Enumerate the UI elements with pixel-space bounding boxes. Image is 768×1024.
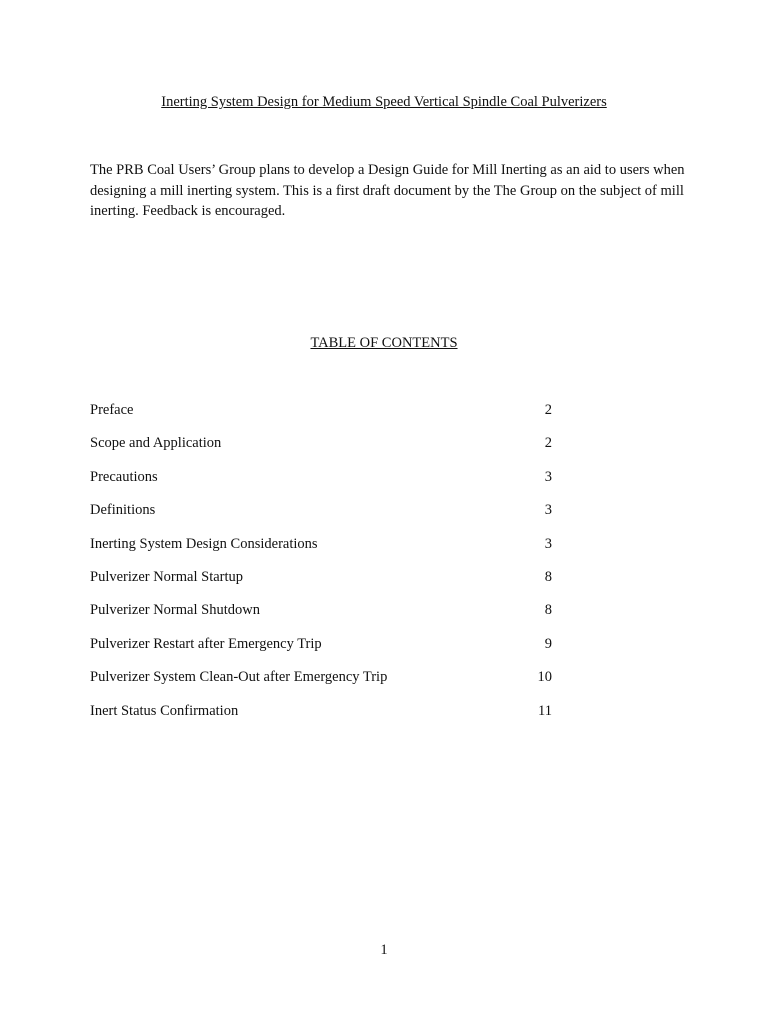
intro-paragraph: The PRB Coal Users’ Group plans to develop a Design Guide for Mill Inerting as an aid to users when designing a mill inerting system. This is a first draft document by the The Group on the subject of mill inerting. Feedback is encouraged. xyxy=(90,162,685,219)
toc-entry-page: 8 xyxy=(544,602,552,619)
toc-entry-clean-out-after-trip xyxy=(90,667,552,700)
toc-entry-title: Pulverizer Normal Startup xyxy=(90,568,244,585)
document-title: Inerting System Design for Medium Speed Vertical Spindle Coal Pulverizers xyxy=(161,94,607,110)
toc-entry-page: 3 xyxy=(544,502,552,519)
toc-entry-normal-shutdown xyxy=(90,600,552,633)
toc-entry-title: Pulverizer System Clean-Out after Emergency Trip xyxy=(90,669,388,686)
toc-entry-normal-startup xyxy=(90,567,552,600)
toc-entry-title: Pulverizer Normal Shutdown xyxy=(90,602,260,619)
page-number: 1 xyxy=(380,942,388,958)
toc-entry-title: Scope and Application xyxy=(90,435,222,452)
toc-entry-definitions xyxy=(90,500,552,533)
toc-entry-precautions xyxy=(90,467,552,500)
toc-entry-title: Precautions xyxy=(90,468,158,485)
toc-entry-page: 3 xyxy=(544,468,552,485)
table-of-contents xyxy=(90,400,552,734)
toc-entry-page: 2 xyxy=(544,435,552,452)
toc-entry-page: 10 xyxy=(537,669,552,686)
toc-entry-page: 3 xyxy=(544,535,552,552)
toc-entry-title: Preface xyxy=(90,402,134,418)
toc-entry-design-considerations xyxy=(90,534,552,567)
toc-entry-scope-and-application xyxy=(90,433,552,466)
toc-entry-inert-status-confirmation xyxy=(90,701,552,734)
toc-entry-title: Definitions xyxy=(90,502,156,519)
toc-entry-page: 11 xyxy=(538,702,552,719)
toc-entry-title: Inert Status Confirmation xyxy=(90,702,239,719)
toc-entry-restart-after-trip xyxy=(90,634,552,667)
toc-entry-preface xyxy=(90,400,552,433)
toc-entry-title: Pulverizer Restart after Emergency Trip xyxy=(90,635,322,652)
toc-entry-page: 9 xyxy=(544,635,552,652)
toc-entry-page: 8 xyxy=(544,568,552,585)
toc-heading: TABLE OF CONTENTS xyxy=(310,335,458,351)
toc-entry-title: Inerting System Design Considerations xyxy=(90,535,318,552)
toc-entry-page: 2 xyxy=(544,402,552,418)
